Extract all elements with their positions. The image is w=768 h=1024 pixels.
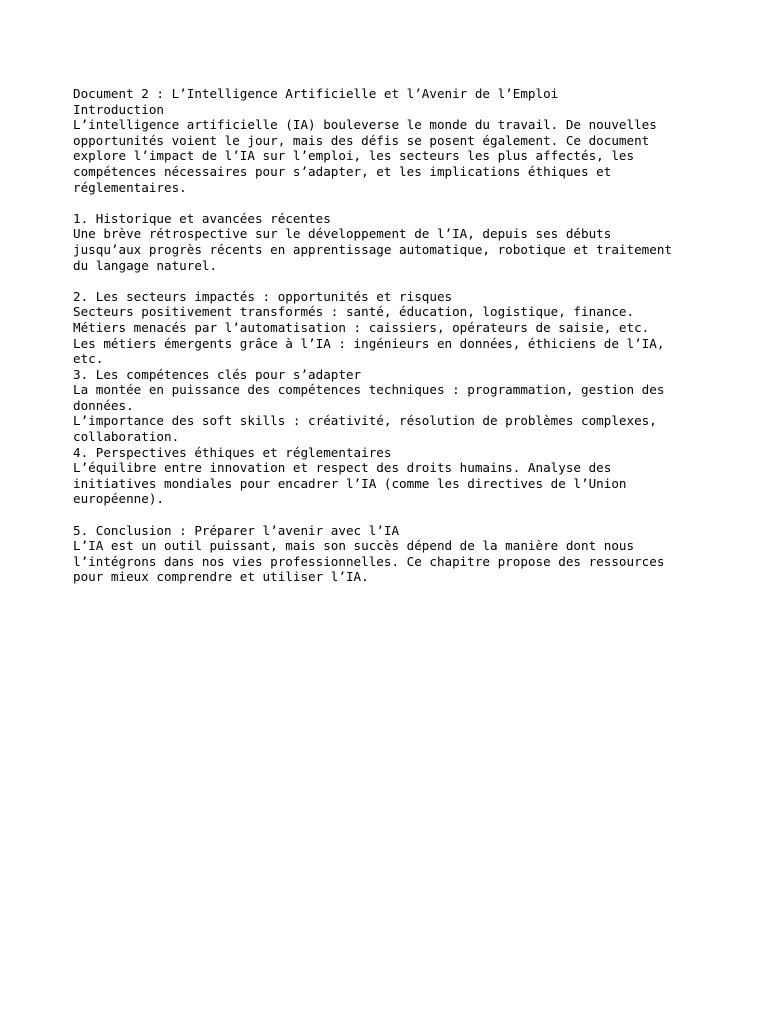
spacer <box>73 195 713 211</box>
section-2-heading: 2. Les secteurs impactés : opportunités et risques <box>73 288 453 304</box>
spacer <box>73 507 713 523</box>
section-2-line: Secteurs positivement transformés : santé, éducation, logistique, finance. <box>73 304 635 320</box>
intro-line: explore l’impact de l’IA sur l’emploi, les secteurs les plus affectés, les <box>73 148 635 164</box>
section-3-heading: 3. Les compétences clés pour s’adapter <box>73 366 362 382</box>
section-2-line: etc. <box>73 351 104 367</box>
section-5-line: pour mieux comprendre et utiliser l’IA. <box>73 569 369 585</box>
section-1-line: Une brève rétrospective sur le développement de l’IA, depuis ses débuts <box>73 226 612 242</box>
section-2-paragraph <box>73 304 713 366</box>
section-3-line: La montée en puissance des compétences techniques : programmation, gestion des <box>73 382 665 398</box>
section-4-line: européenne). <box>73 491 164 507</box>
section-5-paragraph <box>73 538 713 585</box>
section-3-line: collaboration. <box>73 429 180 445</box>
section-1-heading: 1. Historique et avancées récentes <box>73 210 331 226</box>
section-3-line: données. <box>73 397 134 413</box>
intro-paragraph <box>73 117 713 195</box>
section-2-line: Métiers menacés par l’automatisation : caissiers, opérateurs de saisie, etc. <box>73 319 650 335</box>
document-title: Document 2 : L’Intelligence Artificielle et l’Avenir de l’Emploi <box>73 86 559 101</box>
intro-line: compétences nécessaires pour s’adapter, et les implications éthiques et <box>73 163 612 179</box>
section-1-line: jusqu’aux progrès récents en apprentissage automatique, robotique et traitement <box>73 241 672 257</box>
intro-line: L’intelligence artificielle (IA) bouleverse le monde du travail. De nouvelles <box>73 117 657 133</box>
section-1-line: du langage naturel. <box>73 257 218 273</box>
spacer <box>73 273 713 289</box>
section-4-line: L’équilibre entre innovation et respect des droits humains. Analyse des <box>73 460 612 476</box>
intro-line: opportunités voient le jour, mais des défis se posent également. Ce document <box>73 132 650 148</box>
section-5-line: l’intégrons dans nos vies professionnelles. Ce chapitre propose des ressources <box>73 553 665 569</box>
section-4-line: initiatives mondiales pour encadrer l’IA (comme les directives de l’Union <box>73 475 627 491</box>
section-3-paragraph <box>73 382 713 444</box>
intro-heading: Introduction <box>73 101 164 117</box>
section-4-paragraph <box>73 460 713 507</box>
section-2-line: Les métiers émergents grâce à l’IA : ingénieurs en données, éthiciens de l’IA, <box>73 335 665 351</box>
intro-line: réglementaires. <box>73 179 187 195</box>
section-3-line: L’importance des soft skills : créativité, résolution de problèmes complexes, <box>73 413 657 429</box>
document-page <box>73 86 713 585</box>
section-5-line: L’IA est un outil puissant, mais son succès dépend de la manière dont nous <box>73 538 635 554</box>
section-4-heading: 4. Perspectives éthiques et réglementaires <box>73 444 392 460</box>
section-5-heading: 5. Conclusion : Préparer l’avenir avec l’IA <box>73 522 400 538</box>
section-1-paragraph <box>73 226 713 273</box>
